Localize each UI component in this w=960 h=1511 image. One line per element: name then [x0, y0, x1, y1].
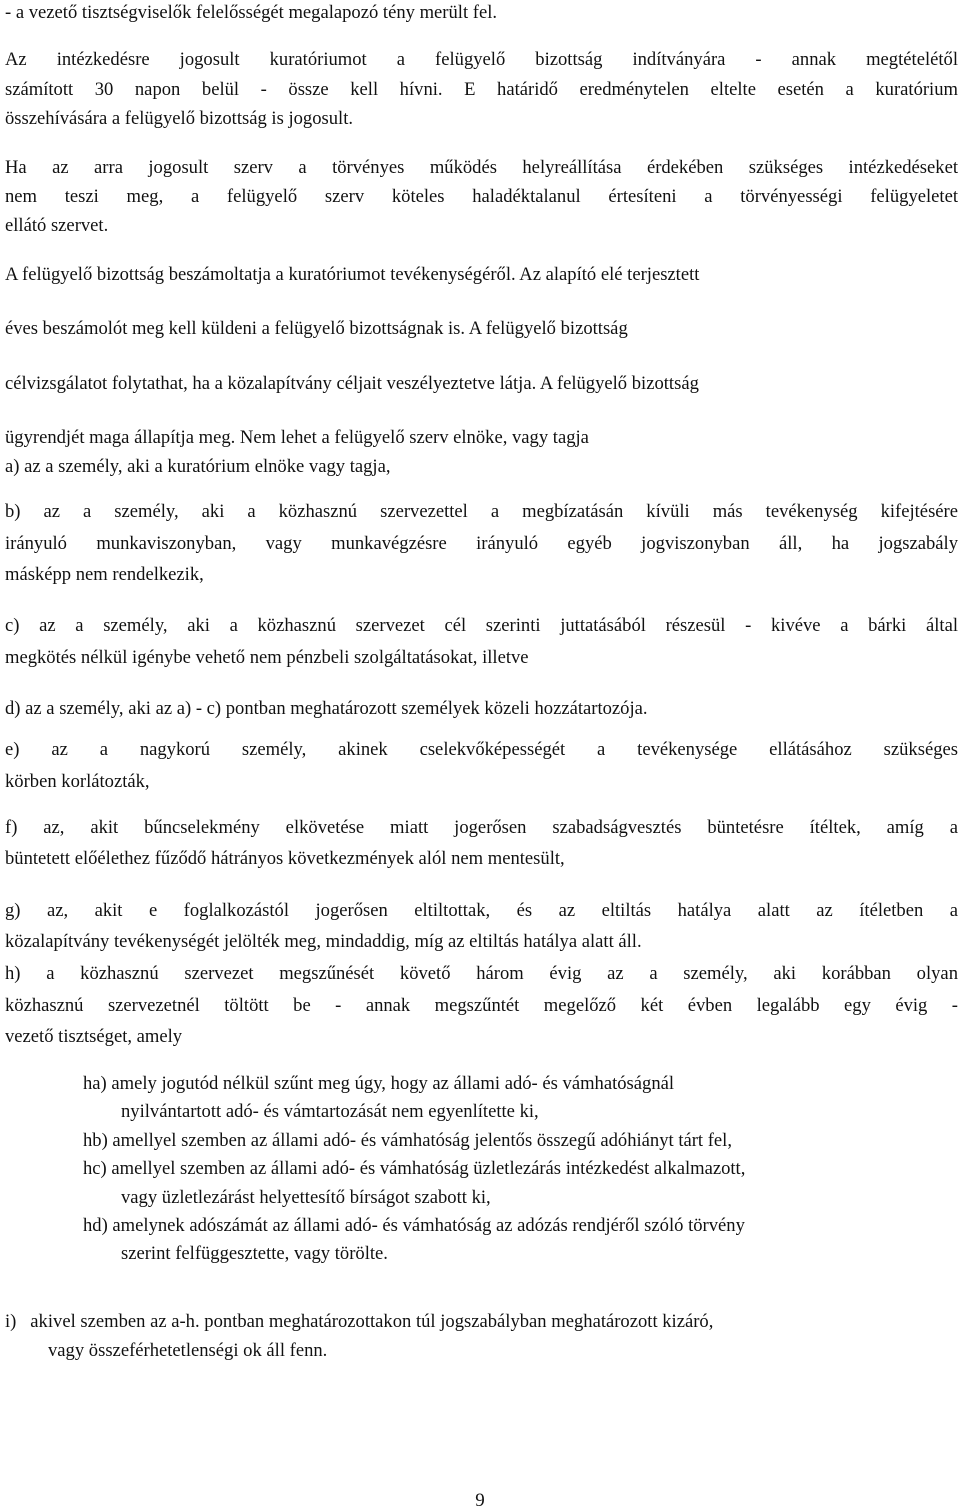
text-line: b) az a személy, aki a közhasznú szervezettel a megbízatásán kívüli más tevékenység kifejtésére — [5, 501, 958, 522]
text-line: megkötés nélkül igénybe vehető nem pénzbeli szolgáltatásokat, illetve — [5, 647, 529, 668]
list-item: hc) amellyel szemben az állami adó- és vámhatóság üzletlezárás intézkedést alkalmazott, — [83, 1158, 746, 1179]
text-line: g) az, akit e foglalkozástól jogerősen eltiltottak, és az eltiltás hatálya alatt az ítéletben a — [5, 900, 958, 921]
list-item-continuation: vagy üzletlezárást helyettesítő bírságot szabott ki, — [121, 1187, 491, 1208]
text-line: összehívására a felügyelő bizottság is jogosult. — [5, 108, 354, 129]
text-line: számított 30 napon belül - össze kell hívni. E határidő eredménytelen eltelte esetén a kuratórium — [5, 79, 958, 100]
text-line: körben korlátozták, — [5, 771, 150, 792]
list-item-continuation: nyilvántartott adó- és vámtartozását nem egyenlítette ki, — [121, 1101, 539, 1122]
list-item-continuation: szerint felfüggesztette, vagy törölte. — [121, 1243, 388, 1264]
page-number: 9 — [475, 1490, 485, 1511]
text-line: c) az a személy, aki a közhasznú szervezet cél szerinti juttatásából részesül - kivéve a bárki által — [5, 615, 958, 636]
text-line: büntetett előélethez fűződő hátrányos következmények alól nem mentesült, — [5, 848, 565, 869]
text-line: a) az a személy, aki a kuratórium elnöke vagy tagja, — [5, 456, 391, 477]
text-line: nem teszi meg, a felügyelő szerv köteles haladéktalanul értesíteni a törvényességi felügyeletet — [5, 186, 958, 207]
text-line: A felügyelő bizottság beszámoltatja a kuratóriumot tevékenységéről. Az alapító elé terjesztett — [5, 264, 700, 285]
list-item: i) akivel szemben az a-h. pontban meghatározottakon túl jogszabályban meghatározott kizáró, — [5, 1311, 714, 1332]
text-line: vezető tisztséget, amely — [5, 1026, 183, 1047]
text-line: Az intézkedésre jogosult kuratóriumot a felügyelő bizottság indítványára - annak megtételétől — [5, 49, 958, 70]
text-line: - a vezető tisztségviselők felelősségét megalapozó tény merült fel. — [5, 2, 498, 23]
text-line: közalapítvány tevékenységét jelölték meg, mindaddig, míg az eltiltás hatálya alatt áll. — [5, 931, 642, 952]
list-item: hb) amellyel szemben az állami adó- és vámhatóság jelentős összegű adóhiányt tárt fel, — [83, 1130, 733, 1151]
list-item-continuation: vagy összeférhetetlenségi ok áll fenn. — [48, 1340, 328, 1361]
text-line: éves beszámolót meg kell küldeni a felügyelő bizottságnak is. A felügyelő bizottság — [5, 318, 628, 339]
text-line: f) az, akit bűncselekmény elkövetése miatt jogerősen szabadságvesztés büntetésre ítéltek, amíg a — [5, 817, 958, 838]
text-line: e) az a nagykorú személy, akinek cselekvőképességét a tevékenysége ellátásához szükséges — [5, 739, 958, 760]
text-line: ellátó szervet. — [5, 215, 109, 236]
text-line: h) a közhasznú szervezet megszűnését követő három évig az a személy, aki korábban olyan — [5, 963, 958, 984]
text-line: közhasznú szervezetnél töltött be - annak megszűntét megelőző két évben legalább egy évig - — [5, 995, 958, 1016]
text-line: másképp nem rendelkezik, — [5, 564, 204, 585]
text-line: d) az a személy, aki az a) - c) pontban meghatározott személyek közeli hozzátartozója. — [5, 698, 648, 719]
list-item: hd) amelynek adószámát az állami adó- és vámhatóság az adózás rendjéről szóló törvény — [83, 1215, 745, 1236]
text-line: Ha az arra jogosult szerv a törvényes működés helyreállítása érdekében szükséges intézkedéseket — [5, 157, 958, 178]
list-item: ha) amely jogutód nélkül szűnt meg úgy, hogy az állami adó- és vámhatóságnál — [83, 1073, 675, 1094]
text-line: irányuló munkaviszonyban, vagy munkavégzésre irányuló egyéb jogviszonyban áll, ha jogszabály — [5, 533, 958, 554]
text-line: célvizsgálatot folytathat, ha a közalapítvány céljait veszélyeztetve látja. A felügyelő bizottság — [5, 373, 699, 394]
text-line: ügyrendjét maga állapítja meg. Nem lehet a felügyelő szerv elnöke, vagy tagja — [5, 427, 589, 448]
